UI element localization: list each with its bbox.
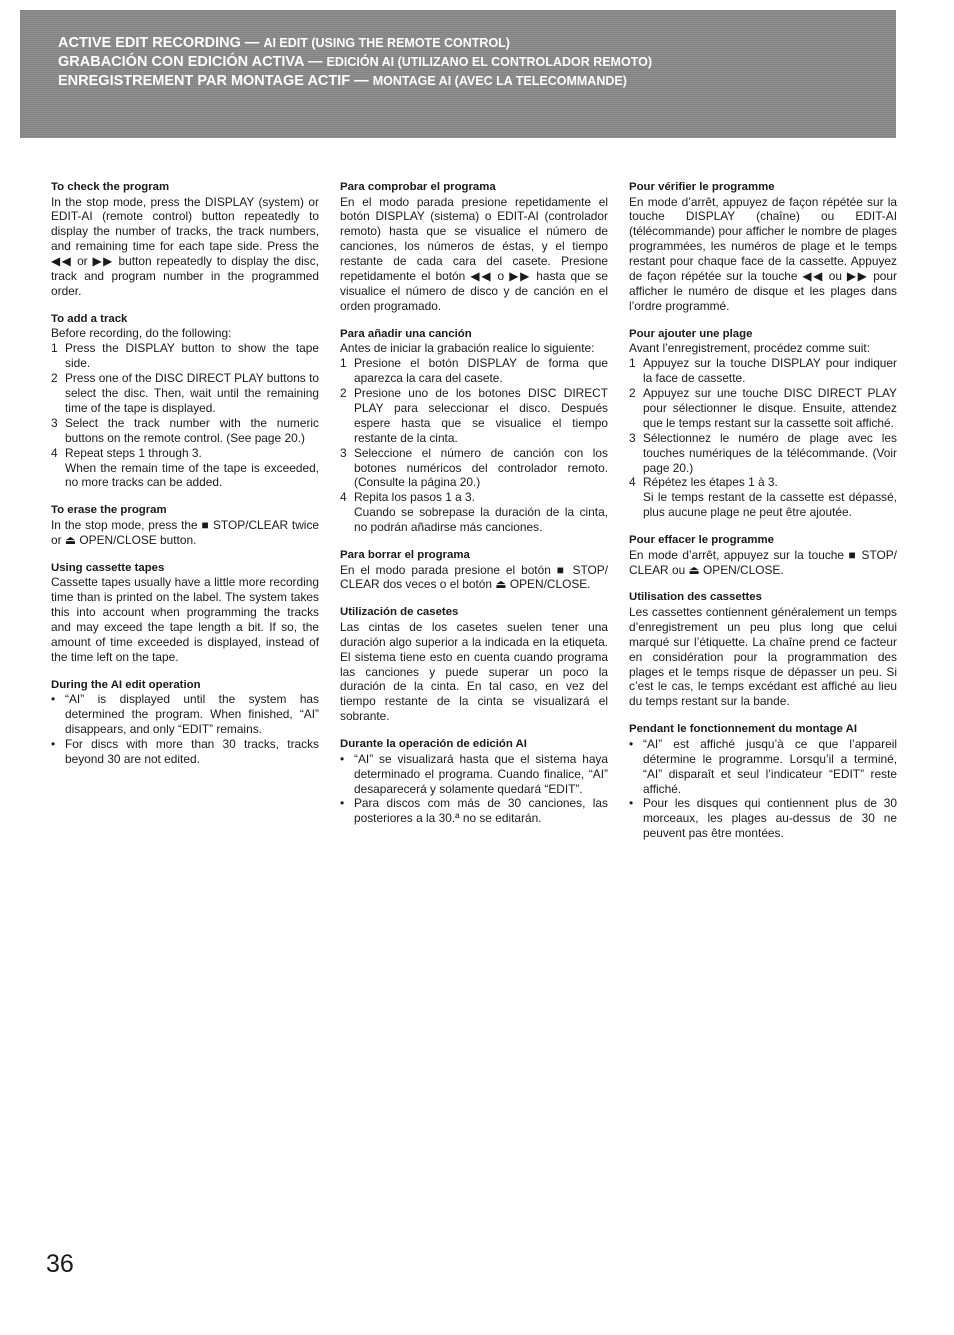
section-heading: Pour vérifier le programme	[629, 181, 775, 193]
title-english-main: ACTIVE EDIT RECORDING —	[58, 35, 260, 51]
section-check-program	[51, 180, 319, 299]
title-english	[58, 34, 896, 53]
column-english	[51, 180, 319, 780]
step-number: 3	[629, 430, 636, 445]
title-spanish-sub: EDICIÓN AI (UTILIZANO EL CONTROLADOR REMOTO)	[326, 55, 652, 69]
step-note: Si le temps restant de la cassette est dépassé, plus aucune plage ne peut être ajoutée.	[643, 490, 897, 520]
bullet-dot-icon: •	[51, 736, 56, 751]
section-erase-program	[629, 533, 897, 577]
section-heading: To add a track	[51, 312, 128, 325]
step-text: Press one of the DISC DIRECT PLAY buttons to select the disc. Then, wait until the remaining time of the tape is displayed.	[65, 371, 319, 415]
section-cassette-tapes	[340, 605, 608, 724]
step-number: 3	[51, 415, 58, 430]
section-during-ai-edit	[629, 722, 897, 841]
section-intro: Antes de iniciar la grabación realice lo siguiente:	[340, 341, 595, 356]
section-heading: To erase the program	[51, 504, 167, 517]
step-text: Seleccione el número de canción con los botones numéricos del controlador remoto. (Consulte la página 20.)	[354, 445, 608, 490]
section-text: In the stop mode, press the ■ STOP/CLEAR twice or ⏏ OPEN/CLOSE button.	[51, 517, 319, 547]
section-add-track	[629, 327, 897, 520]
title-english-sub: AI EDIT (USING THE REMOTE CONTROL)	[263, 36, 510, 50]
section-intro: Before recording, do the following:	[51, 326, 232, 341]
step-item	[629, 386, 897, 431]
title-french	[58, 72, 896, 91]
steps-list	[340, 356, 608, 535]
step-text: Presione uno de los botones DISC DIRECT PLAY para seleccionar el disco. Después espere hasta que se visualice el tiempo restante de la cinta.	[354, 385, 608, 445]
step-number: 2	[629, 385, 636, 400]
bullet-item	[340, 752, 608, 797]
section-text: In the stop mode, press the DISPLAY (system) or EDIT-AI (remote control) button repeatedly to display the number of tracks, the track numbers, and remaining time for each tape side. Press the ◀◀ or ▶▶ button repeatedly to display the disc, track and program number in the programmed order.	[51, 194, 319, 298]
step-number: 1	[629, 356, 636, 371]
step-number: 4	[51, 445, 58, 460]
bullet-list	[629, 737, 897, 841]
section-during-ai-edit	[340, 737, 608, 826]
steps-list	[51, 341, 319, 490]
section-text: En el modo parada presione repetidamente el botón DISPLAY (sistema) o EDIT-AI (controlador remoto) hasta que se visualice el número de canciones, los números de éstas, y el tiempo restante de cada cara del casete. Presione repetidamente el botón ◀◀ o ▶▶ hasta que se visualice el número de disco y de canción en el orden programado.	[340, 194, 608, 313]
step-number: 1	[340, 356, 347, 371]
step-text: Appuyez sur la touche DISPLAY pour indiquer la face de cassette.	[643, 356, 897, 386]
step-item	[51, 371, 319, 416]
section-erase-program	[51, 503, 319, 547]
bullet-item	[340, 796, 608, 826]
title-spanish	[58, 53, 896, 72]
title-banner	[20, 10, 896, 138]
step-number: 2	[51, 371, 58, 386]
section-add-track	[51, 312, 319, 490]
section-heading: Durante la operación de edición AI	[340, 738, 527, 751]
title-spanish-main: GRABACIÓN CON EDICIÓN ACTIVA —	[58, 54, 323, 70]
bullet-item	[629, 737, 897, 797]
section-during-ai-edit	[51, 678, 319, 767]
steps-list	[629, 356, 897, 520]
step-text: Select the track number with the numeric buttons on the remote control. (See page 20.)	[65, 415, 319, 445]
bullet-dot-icon: •	[629, 736, 634, 751]
section-heading: Utilización de casetes	[340, 606, 459, 619]
step-number: 4	[629, 475, 636, 490]
bullet-item	[51, 737, 319, 767]
step-item	[51, 416, 319, 446]
step-item	[340, 446, 608, 491]
section-heading: Using cassette tapes	[51, 561, 165, 574]
section-check-program	[629, 180, 897, 314]
column-french	[629, 180, 897, 854]
section-text: En mode d’arrêt, appuyez sur la touche ■ STOP/ CLEAR ou ⏏ OPEN/CLOSE.	[629, 547, 897, 577]
bullet-text: “AI” se visualizará hasta que el sistema haya determinado el programa. Cuando finalice, “AI” desaparecerá y solamente quedará “EDIT”.	[354, 751, 608, 796]
section-heading: During the AI edit operation	[51, 678, 201, 691]
bullet-list	[340, 752, 608, 827]
section-add-track	[340, 327, 608, 535]
section-check-program	[340, 180, 608, 314]
section-text: Les cassettes contiennent généralement un temps d’enregistrement un peu plus long que celui marqué sur l’étiquette. La chaîne prend ce facteur en considération pour la programmation des plages et le temps risque de dépasser un peu. Si c’est le cas, le temps excédant est affiché au lieu du temps restant sur la bande.	[629, 604, 897, 709]
step-item	[51, 446, 319, 491]
section-heading: To check the program	[51, 181, 170, 193]
bullet-dot-icon: •	[629, 796, 634, 811]
bullet-dot-icon: •	[340, 751, 345, 766]
bullet-text: “AI” est affiché jusqu’à ce que l’appareil détermine le programme. Lorsqu’il a terminé, “AI” disparaît et seul l’indicateur “EDIT” reste affiché.	[643, 736, 897, 796]
step-text	[65, 446, 319, 491]
step-item	[51, 341, 319, 371]
title-french-sub: MONTAGE AI (AVEC LA TELECOMMANDE)	[372, 74, 627, 88]
step-text-main: Repeat steps 1 through 3.	[65, 445, 202, 460]
bullet-dot-icon: •	[340, 796, 345, 811]
section-heading: Para borrar el programa	[340, 549, 470, 562]
column-spanish	[340, 180, 608, 839]
section-heading: Utilisation des cassettes	[629, 591, 762, 604]
step-text	[354, 490, 608, 535]
step-item	[340, 356, 608, 386]
bullet-list	[51, 692, 319, 767]
step-item	[629, 356, 897, 386]
section-heading: Pour effacer le programme	[629, 534, 774, 547]
step-text-main: Répétez les étapes 1 à 3.	[643, 475, 778, 490]
step-number: 4	[340, 490, 347, 505]
section-heading: Pour ajouter une plage	[629, 327, 753, 340]
step-text-main: Repita los pasos 1 a 3.	[354, 490, 475, 505]
section-heading: Para añadir una canción	[340, 327, 472, 340]
section-text: En el modo parada presione el botón ■ STOP/ CLEAR dos veces o el botón ⏏ OPEN/CLOSE.	[340, 562, 608, 592]
section-text: Las cintas de los casetes suelen tener una duración algo superior a la indicada en la etiqueta. El sistema tiene esto en cuenta cuando programa las canciones y puede superar un poco la duración de la cinta. En tal caso, en vez del tiempo restante de la cinta se visualizará el sobrante.	[340, 619, 608, 724]
step-text: Appuyez sur une touche DISC DIRECT PLAY pour sélectionner le disque. Ensuite, attendez que le temps restant sur la cassette soit affiché.	[643, 385, 897, 430]
section-erase-program	[340, 548, 608, 592]
page-number: 36	[46, 1250, 74, 1278]
step-number: 3	[340, 445, 347, 460]
step-number: 2	[340, 385, 347, 400]
section-text: Cassette tapes usually have a little more recording time than is printed on the label. The system takes this into account when programming the tracks and may exceed the tape length a bit. If so, the amount of time exceeded is displayed, instead of the time left on the tape.	[51, 575, 319, 664]
bullet-text: Para discos com más de 30 canciones, las posteriores a la 30.ª no se editarán.	[354, 796, 608, 826]
step-item	[629, 431, 897, 476]
step-text	[643, 475, 897, 520]
step-note: When the remain time of the tape is exceeded, no more tracks can be added.	[65, 460, 319, 490]
bullet-item	[51, 692, 319, 737]
step-number: 1	[51, 341, 58, 356]
section-intro: Avant l’enregistrement, procédez comme suit:	[629, 341, 871, 356]
step-text: Press the DISPLAY button to show the tape side.	[65, 341, 319, 371]
section-heading: Pendant le fonctionnement du montage AI	[629, 723, 858, 736]
section-cassette-tapes	[629, 590, 897, 709]
bullet-text: “AI” is displayed until the system has determined the program. When finished, “AI” disappears, and only “EDIT” remains.	[65, 692, 319, 736]
section-heading: Para comprobar el programa	[340, 181, 496, 193]
section-text: En mode d’arrêt, appuyez de façon répétée sur la touche DISPLAY (chaîne) ou EDIT-AI (télécommande) pour afficher le nombre de plages programmées, les numéros de plage et le temps restant pour chaque face de la cassette. Appuyez de façon répétée sur la touche ◀◀ ou ▶▶ pour afficher le numéro de disque et les plages dans l’ordre programmé.	[629, 194, 897, 313]
bullet-dot-icon: •	[51, 692, 56, 707]
step-text: Sélectionnez le numéro de plage avec les touches numériques de la télécommande. (Voir page 20.)	[643, 430, 897, 475]
bullet-text: Pour les disques qui contiennent plus de 30 morceaux, les plages au-dessus de 30 ne peuvent pas être montées.	[643, 796, 897, 841]
step-note: Cuando se sobrepase la duración de la cinta, no podrán añadirse más canciones.	[354, 505, 608, 535]
bullet-text: For discs with more than 30 tracks, tracks beyond 30 are not edited.	[65, 736, 319, 766]
step-item	[340, 490, 608, 535]
bullet-item	[629, 796, 897, 841]
step-item	[629, 475, 897, 520]
section-cassette-tapes	[51, 561, 319, 665]
step-item	[340, 386, 608, 446]
step-text: Presione el botón DISPLAY de forma que aparezca la cara del casete.	[354, 356, 608, 386]
title-french-main: ENREGISTREMENT PAR MONTAGE ACTIF —	[58, 73, 369, 89]
